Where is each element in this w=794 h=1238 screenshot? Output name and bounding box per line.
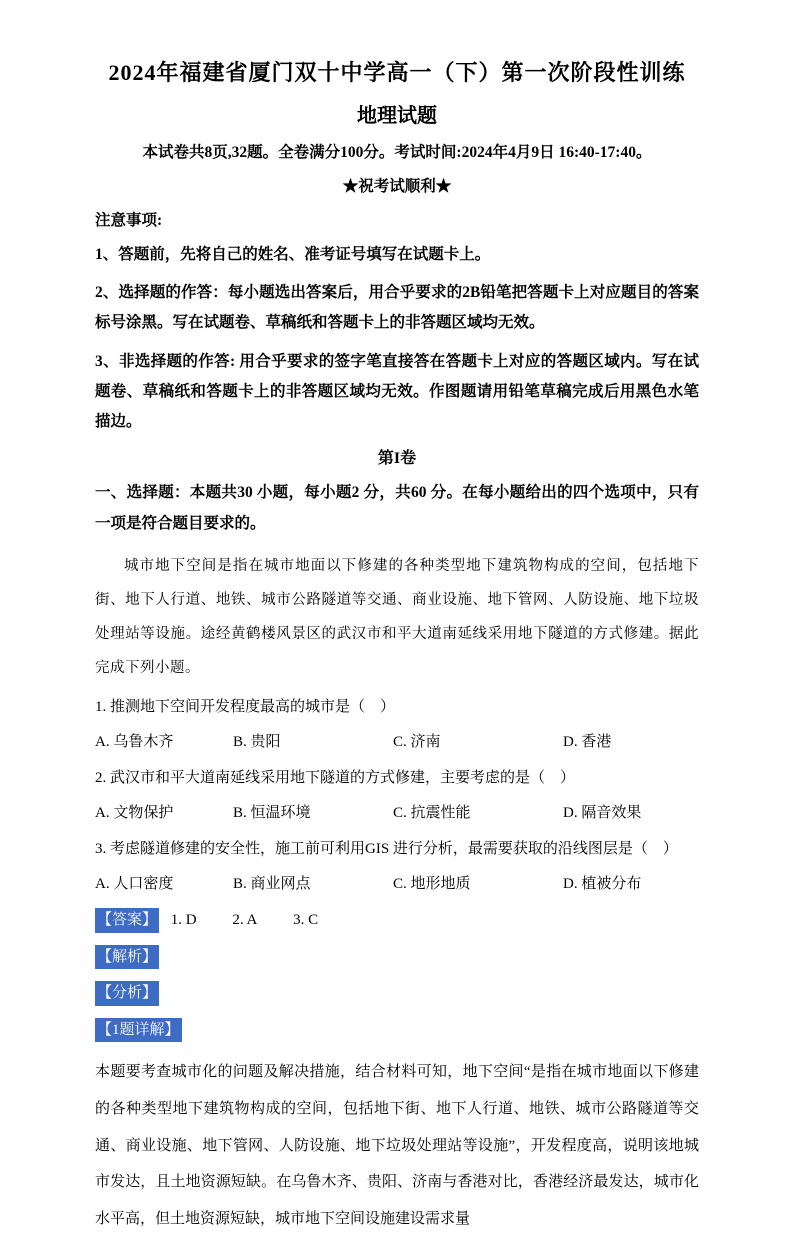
- option-row: [95, 870, 699, 899]
- option-b: B. 贵阳: [233, 733, 281, 750]
- detail-line: [95, 1018, 699, 1043]
- notice-item-2: 2、选择题的作答：每小题选出答案后，用合乎要求的2B铅笔把答题卡上对应题目的答案标号涂黑。写在试题卷、草稿纸和答题卡上的非答题区域均无效。: [95, 284, 699, 332]
- answer-value-3: 3. C: [293, 912, 319, 928]
- exam-subtitle: 地理试题: [357, 105, 437, 127]
- fenxi-tag: 【分析】: [95, 981, 159, 1006]
- option-a: A. 乌鲁木齐: [95, 733, 174, 750]
- wish-line: ★祝考试顺利★: [342, 178, 452, 195]
- analysis-line: [95, 945, 699, 970]
- question-block-2: [95, 764, 699, 827]
- option-row: [95, 728, 699, 757]
- part-heading: 一、选择题：本题共30 小题，每小题2 分，共60 分。在每小题给出的四个选项中，只有一项是符合题目要求的。: [95, 484, 699, 532]
- answer-tag: 【答案】: [95, 908, 159, 933]
- question-block-3: [95, 835, 699, 898]
- notice-title: 注意事项:: [95, 212, 163, 229]
- detail-tag: 【1题详解】: [95, 1018, 182, 1043]
- question-text: 3. 考虑隧道修建的安全性，施工前可利用GIS 进行分析，最需要获取的沿线图层是（ ）: [95, 841, 678, 857]
- notice-item-1: 1、答题前，先将自己的姓名、准考证号填写在试题卡上。: [95, 246, 491, 263]
- option-d: D. 隔音效果: [563, 804, 642, 821]
- fenxi-line: [95, 981, 699, 1006]
- question-text: 1. 推测地下空间开发程度最高的城市是（ ）: [95, 699, 396, 715]
- option-b: B. 商业网点: [233, 875, 311, 892]
- answer-value-1: 1. D: [170, 912, 197, 928]
- question-text: 2. 武汉市和平大道南延线采用地下隧道的方式修建，主要考虑的是（ ）: [95, 770, 576, 786]
- section-title: 第I卷: [377, 450, 417, 468]
- answer-line: [95, 908, 699, 933]
- option-a: A. 人口密度: [95, 875, 174, 892]
- option-c: C. 济南: [393, 733, 441, 750]
- exam-info-line: 本试卷共8页,32题。全卷满分100分。考试时间:2024年4月9日 16:40-17:40。: [142, 144, 652, 161]
- explanation-paragraph: 本题要考查城市化的问题及解决措施，结合材料可知，地下空间“是指在城市地面以下修建的各种类型地下建筑物构成的空间，包括地下街、地下人行道、地铁、城市公路隧道等交通、商业设施、地下管网、人防设施、地下垃圾处理站等设施”，开发程度高，说明该地城市发达，且土地资源短缺。在乌鲁木齐、贵阳、济南与香港对比，香港经济最发达，城市化水平高，但土地资源短缺，城市地下空间设施建设需求量: [95, 1064, 699, 1227]
- question-block-1: [95, 693, 699, 756]
- answer-value-2: 2. A: [232, 912, 258, 928]
- option-d: D. 植被分布: [563, 875, 642, 892]
- option-row: [95, 799, 699, 828]
- option-c: C. 抗震性能: [393, 804, 471, 821]
- exam-title: 2024年福建省厦门双十中学高一（下）第一次阶段性训练: [108, 60, 686, 85]
- option-d: D. 香港: [563, 733, 612, 750]
- analysis-tag: 【解析】: [95, 945, 159, 970]
- option-b: B. 恒温环境: [233, 804, 311, 821]
- notice-item-3: 3、非选择题的作答: 用合乎要求的签字笔直接答在答题卡上对应的答题区域内。写在试题卷、草稿纸和答题卡上的非答题区域均无效。作图题请用铅笔草稿完成后用黑色水笔描边。: [95, 352, 699, 431]
- option-a: A. 文物保护: [95, 804, 174, 821]
- material-paragraph: 城市地下空间是指在城市地面以下修建的各种类型地下建筑物构成的空间，包括地下街、地下人行道、地铁、城市公路隧道等交通、商业设施、地下管网、人防设施、地下垃圾处理站等设施。途经黄鹤楼风景区的武汉市和平大道南延线采用地下隧道的方式修建。据此完成下列小题。: [95, 557, 699, 676]
- option-c: C. 地形地质: [393, 875, 471, 892]
